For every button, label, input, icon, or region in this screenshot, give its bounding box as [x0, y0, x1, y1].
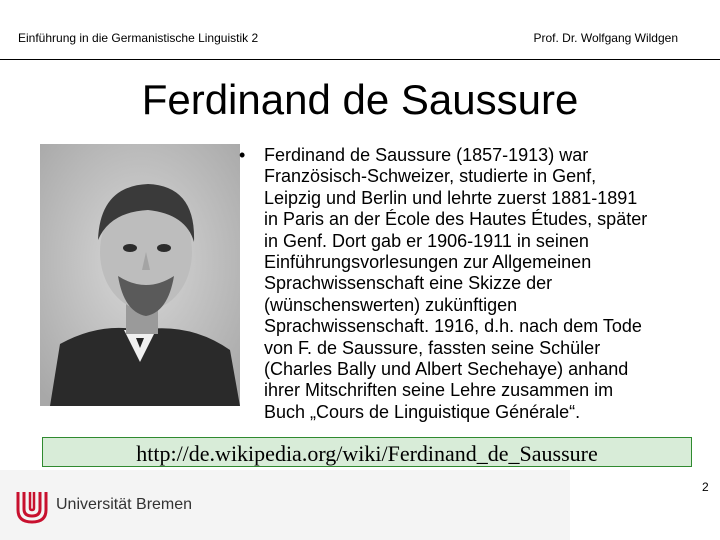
text-line: Sprachwissenschaft. 1916, d.h. nach dem Tode — [264, 316, 642, 337]
header-course-title: Einführung in die Germanistische Linguistik 2 — [18, 31, 259, 45]
header-author: Prof. Dr. Wolfgang Wildgen — [533, 31, 678, 45]
text-line: Einführungsvorlesungen zur Allgemeinen — [264, 252, 592, 273]
text-line: in Genf. Dort gab er 1906-1911 in seinen — [264, 230, 589, 251]
text-line: Leipzig und Berlin und lehrte zuerst 1881-1891 — [264, 187, 638, 208]
slide-title: Ferdinand de Saussure — [141, 76, 579, 123]
text-line: Buch „Cours de Linguistique Générale“. — [264, 401, 581, 422]
text-line: Französisch-Schweizer, studierte in Genf, — [264, 166, 597, 187]
university-name: Universität Bremen — [56, 496, 193, 513]
portrait-image — [40, 144, 240, 406]
text-line: Sprachwissenschaft eine Skizze der — [264, 273, 553, 294]
link-box — [42, 437, 692, 467]
text-line: in Paris an der École des Hautes Études, später — [264, 209, 648, 230]
wikipedia-link[interactable]: http://de.wikipedia.org/wiki/Ferdinand_de_Saussure — [136, 441, 598, 466]
bullet-marker: • — [239, 145, 246, 165]
page-number: 2 — [702, 480, 709, 494]
text-line: von F. de Saussure, fassten seine Schüler — [264, 337, 601, 358]
text-line: (Charles Bally und Albert Sechehaye) anhand — [264, 359, 629, 380]
bullet-text — [264, 145, 704, 423]
university-logo-icon — [16, 488, 48, 524]
text-line: Ferdinand de Saussure (1857-1913) war — [264, 145, 589, 165]
header-divider — [0, 59, 720, 60]
text-line: (wünschenswerten) zukünftigen — [264, 294, 518, 315]
text-line: ihrer Mitschriften seine Lehre zusammen im — [264, 380, 614, 401]
